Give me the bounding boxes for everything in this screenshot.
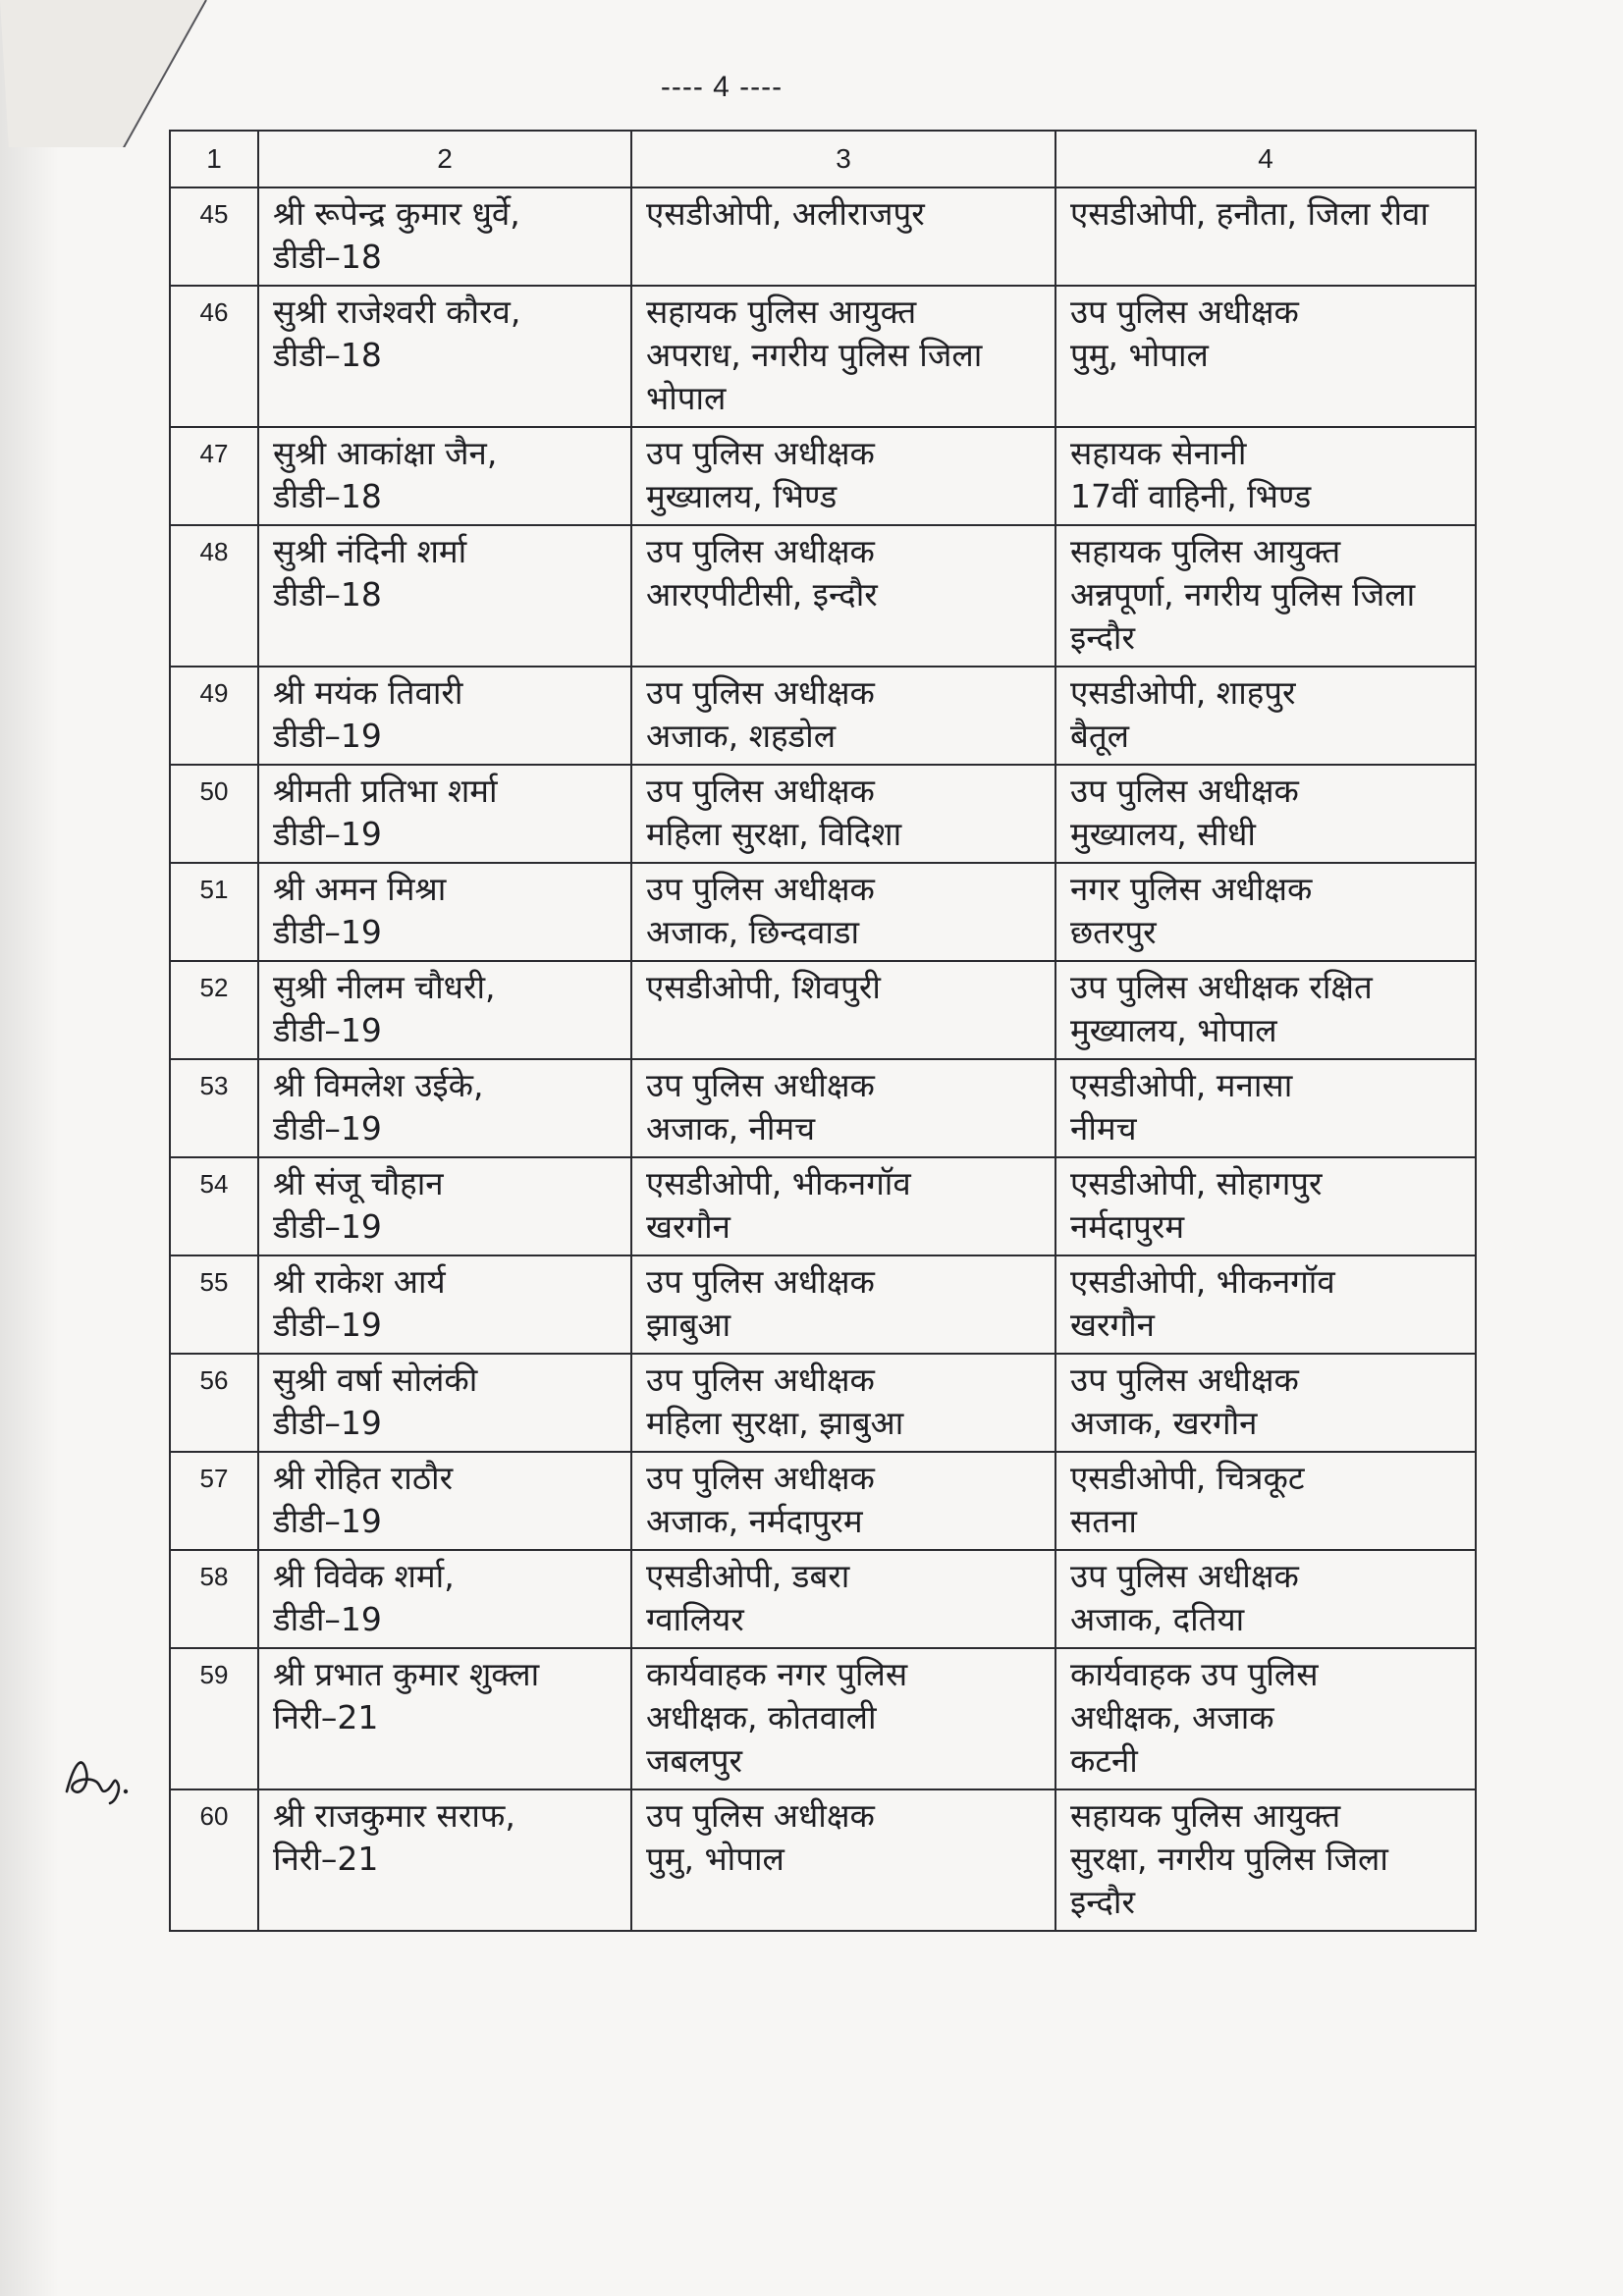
cell-line: डीडी–19 xyxy=(273,1600,382,1638)
serial-number-cell: 49 xyxy=(170,667,258,765)
page-number: ---- 4 ---- xyxy=(660,71,784,103)
table-row xyxy=(170,1648,1476,1789)
new-posting-cell xyxy=(1055,286,1476,427)
cell-line: सुश्री नंदिनी शर्मा xyxy=(273,532,467,570)
table-row xyxy=(170,427,1476,525)
new-posting-cell xyxy=(1055,1452,1476,1550)
cell-line: कार्यवाहक उप पुलिस xyxy=(1070,1655,1319,1693)
serial-number-cell: 57 xyxy=(170,1452,258,1550)
cell-line: एसडीओपी, भीकनगॉव xyxy=(646,1164,911,1202)
cell-line: डीडी–19 xyxy=(273,1011,382,1049)
cell-line: आरएपीटीसी, इन्दौर xyxy=(646,575,878,614)
cell-line: एसडीओपी, शिवपुरी xyxy=(646,968,881,1006)
current-posting-cell xyxy=(631,187,1055,286)
table-row xyxy=(170,961,1476,1059)
cell-line: श्री विवेक शर्मा, xyxy=(273,1557,455,1595)
officer-name-cell xyxy=(258,1648,631,1789)
cell-line: एसडीओपी, डबरा xyxy=(646,1557,850,1595)
new-posting-cell xyxy=(1055,525,1476,667)
cell-line: उप पुलिस अधीक्षक xyxy=(1070,1361,1299,1399)
serial-number-cell: 53 xyxy=(170,1059,258,1157)
cell-line: सुरक्षा, नगरीय पुलिस जिला xyxy=(1070,1840,1388,1878)
officer-name-cell xyxy=(258,1550,631,1648)
officer-name-cell xyxy=(258,1157,631,1255)
cell-line: एसडीओपी, अलीराजपुर xyxy=(646,194,925,233)
cell-line: सतना xyxy=(1070,1502,1137,1540)
serial-number-cell: 51 xyxy=(170,863,258,961)
officer-name-cell xyxy=(258,1789,631,1931)
officer-name-cell xyxy=(258,187,631,286)
column-header-4: 4 xyxy=(1055,131,1476,187)
cell-line: श्री अमन मिश्रा xyxy=(273,870,447,908)
cell-line: एसडीओपी, चित्रकूट xyxy=(1070,1459,1305,1497)
cell-line: जबलपुर xyxy=(646,1741,742,1780)
table-row xyxy=(170,1789,1476,1931)
transfer-table xyxy=(169,130,1477,1932)
new-posting-cell xyxy=(1055,1354,1476,1452)
cell-line: नीमच xyxy=(1070,1109,1137,1148)
serial-number-cell: 50 xyxy=(170,765,258,863)
cell-line: इन्दौर xyxy=(1070,618,1135,657)
current-posting-cell xyxy=(631,1789,1055,1931)
cell-line: उप पुलिस अधीक्षक xyxy=(1070,293,1299,331)
cell-line: छतरपुर xyxy=(1070,913,1157,951)
serial-number-cell: 59 xyxy=(170,1648,258,1789)
officer-name-cell xyxy=(258,1059,631,1157)
cell-line: बैतूल xyxy=(1070,717,1130,755)
new-posting-cell xyxy=(1055,1648,1476,1789)
cell-line: श्री विमलेश उईके, xyxy=(273,1066,484,1104)
serial-number-cell: 52 xyxy=(170,961,258,1059)
serial-number-cell: 56 xyxy=(170,1354,258,1452)
table-row xyxy=(170,1354,1476,1452)
cell-line: अजाक, नीमच xyxy=(646,1109,816,1148)
cell-line: अजाक, नर्मदापुरम xyxy=(646,1502,863,1540)
current-posting-cell xyxy=(631,1255,1055,1354)
serial-number-cell: 60 xyxy=(170,1789,258,1931)
new-posting-cell xyxy=(1055,187,1476,286)
table-row xyxy=(170,765,1476,863)
column-header-2: 2 xyxy=(258,131,631,187)
cell-line: उप पुलिस अधीक्षक xyxy=(1070,772,1299,810)
cell-line: महिला सुरक्षा, विदिशा xyxy=(646,815,902,853)
officer-name-cell xyxy=(258,525,631,667)
serial-number-cell: 48 xyxy=(170,525,258,667)
current-posting-cell xyxy=(631,667,1055,765)
officer-name-cell xyxy=(258,1255,631,1354)
new-posting-cell xyxy=(1055,1255,1476,1354)
cell-line: झाबुआ xyxy=(646,1306,731,1344)
cell-line: एसडीओपी, भीकनगॉव xyxy=(1070,1262,1335,1301)
cell-line: कटनी xyxy=(1070,1741,1138,1780)
serial-number-cell: 45 xyxy=(170,187,258,286)
serial-number-cell: 58 xyxy=(170,1550,258,1648)
column-header-3: 3 xyxy=(631,131,1055,187)
cell-line: सुश्री वर्षा सोलंकी xyxy=(273,1361,478,1399)
new-posting-cell xyxy=(1055,1789,1476,1931)
table-row xyxy=(170,1452,1476,1550)
current-posting-cell xyxy=(631,1059,1055,1157)
cell-line: सुश्री आकांक्षा जैन, xyxy=(273,434,498,472)
new-posting-cell xyxy=(1055,863,1476,961)
cell-line: डीडी–19 xyxy=(273,1207,382,1246)
cell-line: उप पुलिस अधीक्षक xyxy=(646,870,875,908)
table-body xyxy=(170,187,1476,1931)
new-posting-cell xyxy=(1055,1550,1476,1648)
cell-line: अपराध, नगरीय पुलिस जिला xyxy=(646,336,983,374)
cell-line: अन्नपूर्णा, नगरीय पुलिस जिला xyxy=(1070,575,1416,614)
cell-line: कार्यवाहक नगर पुलिस xyxy=(646,1655,908,1693)
officer-name-cell xyxy=(258,667,631,765)
table-row xyxy=(170,1059,1476,1157)
cell-line: सुश्री राजेश्वरी कौरव, xyxy=(273,293,521,331)
cell-line: डीडी–18 xyxy=(273,575,382,614)
cell-line: उप पुलिस अधीक्षक xyxy=(646,434,875,472)
current-posting-cell xyxy=(631,1648,1055,1789)
officer-name-cell xyxy=(258,1452,631,1550)
new-posting-cell xyxy=(1055,667,1476,765)
officer-name-cell xyxy=(258,427,631,525)
new-posting-cell xyxy=(1055,427,1476,525)
cell-line: उप पुलिस अधीक्षक xyxy=(1070,1557,1299,1595)
cell-line: डीडी–19 xyxy=(273,1404,382,1442)
cell-line: इन्दौर xyxy=(1070,1883,1135,1921)
table-row xyxy=(170,1157,1476,1255)
cell-line: खरगौन xyxy=(646,1207,730,1246)
current-posting-cell xyxy=(631,286,1055,427)
new-posting-cell xyxy=(1055,961,1476,1059)
cell-line: श्रीमती प्रतिभा शर्मा xyxy=(273,772,498,810)
table-row xyxy=(170,1255,1476,1354)
cell-line: डीडी–18 xyxy=(273,477,382,515)
cell-line: उप पुलिस अधीक्षक xyxy=(646,1796,875,1835)
cell-line: अधीक्षक, कोतवाली xyxy=(646,1698,877,1736)
new-posting-cell xyxy=(1055,765,1476,863)
cell-line: मुख्यालय, भोपाल xyxy=(1070,1011,1277,1049)
cell-line: एसडीओपी, सोहागपुर xyxy=(1070,1164,1323,1202)
cell-line: 17वीं वाहिनी, भिण्ड xyxy=(1070,477,1312,515)
cell-line: अजाक, खरगौन xyxy=(1070,1404,1258,1442)
cell-line: एसडीओपी, हनौता, जिला रीवा xyxy=(1070,194,1429,233)
cell-line: सुश्री नीलम चौधरी, xyxy=(273,968,496,1006)
cell-line: अधीक्षक, अजाक xyxy=(1070,1698,1274,1736)
cell-line: मुख्यालय, सीधी xyxy=(1070,815,1256,853)
cell-line: निरी–21 xyxy=(273,1840,379,1878)
cell-line: ग्वालियर xyxy=(646,1600,744,1638)
cell-line: सहायक पुलिस आयुक्त xyxy=(1070,1796,1341,1835)
table-row xyxy=(170,1550,1476,1648)
officer-name-cell xyxy=(258,1354,631,1452)
cell-line: नर्मदापुरम xyxy=(1070,1207,1185,1246)
officer-name-cell xyxy=(258,961,631,1059)
cell-line: पुमु, भोपाल xyxy=(646,1840,784,1878)
cell-line: डीडी–18 xyxy=(273,336,382,374)
cell-line: उप पुलिस अधीक्षक xyxy=(646,532,875,570)
cell-line: उप पुलिस अधीक्षक xyxy=(646,1459,875,1497)
cell-line: उप पुलिस अधीक्षक रक्षित xyxy=(1070,968,1373,1006)
cell-line: नगर पुलिस अधीक्षक xyxy=(1070,870,1313,908)
new-posting-cell xyxy=(1055,1157,1476,1255)
officer-name-cell xyxy=(258,765,631,863)
cell-line: भोपाल xyxy=(646,379,727,417)
cell-line: श्री प्रभात कुमार शुक्ला xyxy=(273,1655,540,1693)
current-posting-cell xyxy=(631,1157,1055,1255)
serial-number-cell: 46 xyxy=(170,286,258,427)
table-row xyxy=(170,286,1476,427)
cell-line: श्री राकेश आर्य xyxy=(273,1262,446,1301)
table-row xyxy=(170,525,1476,667)
cell-line: डीडी–19 xyxy=(273,1306,382,1344)
cell-line: खरगौन xyxy=(1070,1306,1155,1344)
cell-line: सहायक पुलिस आयुक्त xyxy=(646,293,917,331)
cell-line: मुख्यालय, भिण्ड xyxy=(646,477,838,515)
cell-line: एसडीओपी, शाहपुर xyxy=(1070,673,1296,712)
new-posting-cell xyxy=(1055,1059,1476,1157)
cell-line: डीडी–19 xyxy=(273,913,382,951)
cell-line: पुमु, भोपाल xyxy=(1070,336,1209,374)
table-header-row xyxy=(170,131,1476,187)
cell-line: डीडी–18 xyxy=(273,238,382,276)
table-row xyxy=(170,187,1476,286)
cell-line: उप पुलिस अधीक्षक xyxy=(646,1361,875,1399)
cell-line: निरी–21 xyxy=(273,1698,379,1736)
cell-line: उप पुलिस अधीक्षक xyxy=(646,772,875,810)
cell-line: श्री संजू चौहान xyxy=(273,1164,444,1202)
officer-name-cell xyxy=(258,863,631,961)
cell-line: अजाक, शहडोल xyxy=(646,717,837,755)
cell-line: डीडी–19 xyxy=(273,717,382,755)
cell-line: सहायक सेनानी xyxy=(1070,434,1247,472)
current-posting-cell xyxy=(631,961,1055,1059)
cell-line: महिला सुरक्षा, झाबुआ xyxy=(646,1404,904,1442)
cell-line: डीडी–19 xyxy=(273,815,382,853)
signature xyxy=(57,1733,145,1821)
cell-line: सहायक पुलिस आयुक्त xyxy=(1070,532,1341,570)
cell-line: अजाक, छिन्दवाडा xyxy=(646,913,860,951)
officer-name-cell xyxy=(258,286,631,427)
cell-line: डीडी–19 xyxy=(273,1109,382,1148)
cell-line: श्री मयंक तिवारी xyxy=(273,673,463,712)
serial-number-cell: 47 xyxy=(170,427,258,525)
current-posting-cell xyxy=(631,1354,1055,1452)
current-posting-cell xyxy=(631,1452,1055,1550)
column-header-1: 1 xyxy=(170,131,258,187)
current-posting-cell xyxy=(631,863,1055,961)
page-shadow xyxy=(0,0,59,2296)
cell-line: उप पुलिस अधीक्षक xyxy=(646,673,875,712)
table-row xyxy=(170,667,1476,765)
current-posting-cell xyxy=(631,525,1055,667)
cell-line: उप पुलिस अधीक्षक xyxy=(646,1066,875,1104)
cell-line: उप पुलिस अधीक्षक xyxy=(646,1262,875,1301)
current-posting-cell xyxy=(631,1550,1055,1648)
table-row xyxy=(170,863,1476,961)
cell-line: डीडी–19 xyxy=(273,1502,382,1540)
cell-line: एसडीओपी, मनासा xyxy=(1070,1066,1293,1104)
cell-line: श्री रूपेन्द्र कुमार धुर्वे, xyxy=(273,194,520,233)
current-posting-cell xyxy=(631,765,1055,863)
cell-line: श्री रोहित राठौर xyxy=(273,1459,454,1497)
current-posting-cell xyxy=(631,427,1055,525)
serial-number-cell: 54 xyxy=(170,1157,258,1255)
serial-number-cell: 55 xyxy=(170,1255,258,1354)
cell-line: अजाक, दतिया xyxy=(1070,1600,1245,1638)
cell-line: श्री राजकुमार सराफ, xyxy=(273,1796,515,1835)
